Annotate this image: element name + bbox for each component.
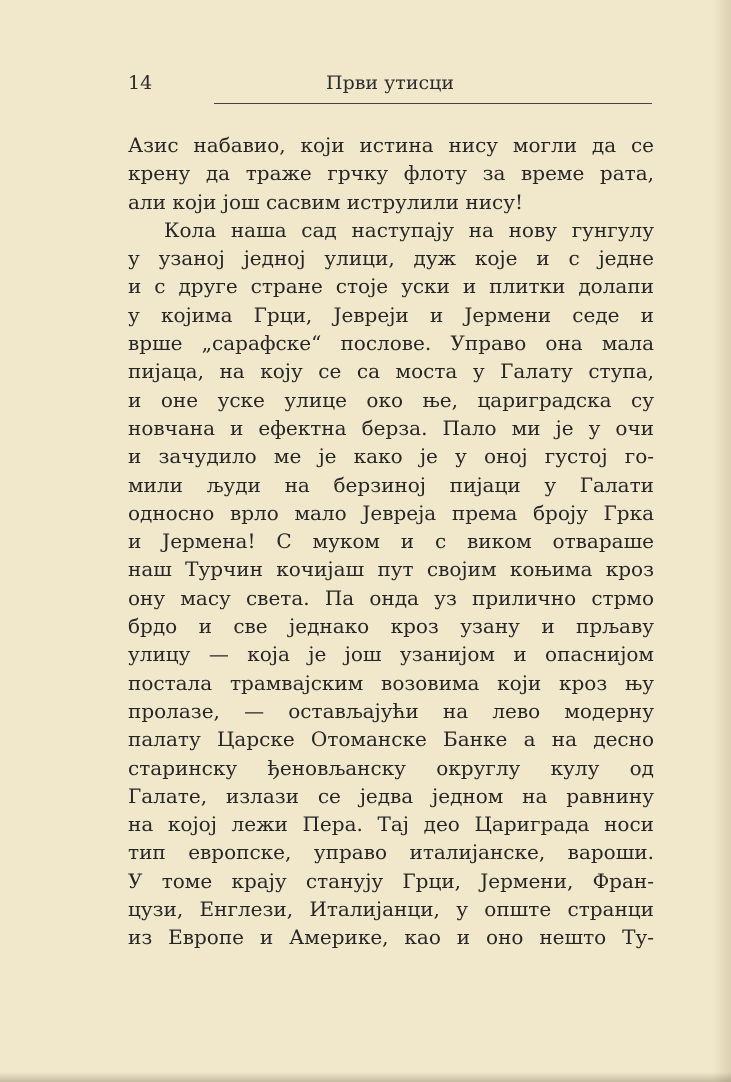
text-line: у којима Грци, Јевреји и Јермени седе и [128,302,654,327]
text-line: и зачудило ме је како је у оној густој го- [128,444,654,469]
page-edge-shadow [713,0,731,1082]
text-line: палату Царске Отоманске Банке а на десно [128,727,654,752]
text-line: и с друге стране стоје уски и плитки долапи [128,274,654,299]
page-header [126,72,654,102]
text-line: на којој лежи Пера. Тај део Цариграда носи [128,812,654,837]
text-line: и Јермена! С муком и с виком отвараше [128,529,654,554]
text-line: али који још сасвим иструлили нису! [128,189,524,214]
text-line: старинску ђеновљанску округлу кулу од [128,755,654,780]
text-line: мили људи на берзиној пијаци у Галати [128,472,654,497]
text-line: постала трамвајским возовима који кроз њу [128,670,654,695]
text-line: тип европске, управо италијанске, вароши. [128,840,654,865]
page-number: 14 [128,72,153,94]
text-line: брдо и све једнако кроз узану и прљаву [128,614,654,639]
text-line: и оне уске улице око ње, цариградска су [128,387,654,412]
page-bottom-shadow [0,1072,731,1082]
running-title: Први утисци [326,72,455,94]
text-line: врше „сарафске“ послове. Управо она мала [128,331,654,356]
text-line: цузи, Енглези, Италијанци, у опште странци [128,897,654,922]
text-line: Галате, излази се једва једном на равнину [128,783,654,808]
text-line: Азис набавио, који истина нису могли да се [128,133,654,157]
text-line: пролазе, — остављајући на лево модерну [128,698,654,723]
text-line: односно врло мало Јевреја према броју Грка [128,500,654,525]
text-line: У томе крају станују Грци, Јермени, Фран- [128,868,654,893]
text-line: пијаца, на коју се са моста у Галату ступа, [128,359,654,384]
text-line: новчана и ефектна берза. Пало ми је у очи [128,415,654,440]
text-line: крену да траже грчку флоту за време рата, [128,161,654,186]
text-line: Кола наша сад наступају на нову гунгулу [164,217,654,242]
header-rule [214,103,652,104]
body-text [128,131,654,952]
text-line: наш Турчин кочијаш пут својим коњима кроз [128,557,654,582]
text-line: улицу — која је још узанијом и опаснијом [128,642,654,667]
text-line: из Европе и Америке, као и оно нешто Ту- [128,925,654,950]
text-line: у узаној једној улици, дуж које и с једне [128,246,654,271]
text-line: ону масу света. Па онда уз прилично стрмо [128,585,654,610]
